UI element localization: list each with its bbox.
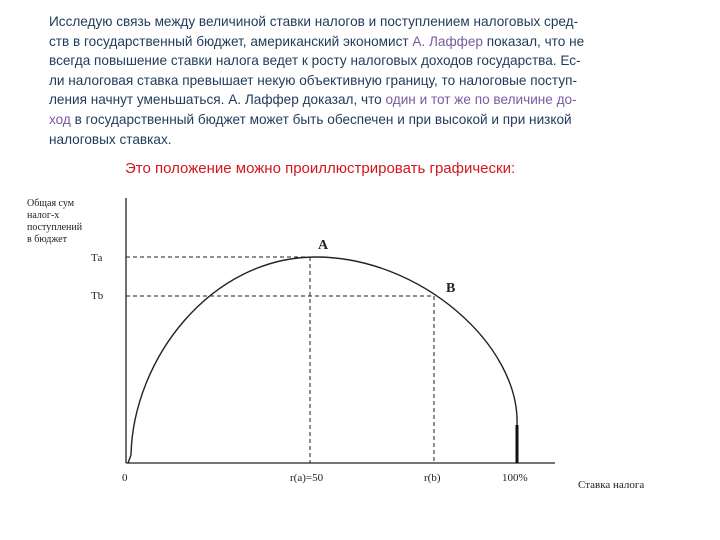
paragraph-line: ли налоговая ставка превышает некую объективную границу, то налоговые поступ- [49,72,577,88]
paragraph-line: налоговых ставках. [49,131,172,147]
laffer-name-highlight: А. Лаффер [412,33,483,49]
tick-ta: Та [91,252,103,264]
x-label-ta: r(a)=50 [290,472,324,484]
point-a-label: A [318,238,329,253]
laffer-curve [128,257,517,463]
paragraph-line: всегда повышение ставки налога ведет к росту налоговых доходов государства. Ес- [49,53,581,69]
paragraph-line: ход в государственный бюджет может быть обеспечен и при высокой и при низкой [49,111,572,127]
intro-caption: Это положение можно проиллюстрировать графически: [125,160,516,177]
same-income-highlight-cont: ход [49,111,71,127]
y-axis-label-line: в бюджет [27,234,67,245]
point-b-label: B [446,281,456,296]
same-income-highlight: один и тот же по величине до- [385,92,577,108]
x-label-origin: 0 [122,472,128,484]
paragraph-line: ления начнут уменьшаться. А. Лаффер доказал, что один и тот же по величине до- [49,92,577,108]
y-axis-label-line: поступлений [27,222,83,233]
x-label-tb: r(b) [424,472,441,484]
paragraph-line: Исследую связь между величиной ставки налогов и поступлением налоговых сред- [49,14,579,29]
y-axis-label-line: налог-х [27,210,60,221]
x-axis-label: Ставка налога [578,479,645,491]
tick-tb: Тb [91,290,104,302]
x-label-100: 100% [502,472,528,484]
y-axis-label-line: Общая сум [27,198,75,209]
paragraph-line: ств в государственный бюджет, американский экономист А. Лаффер показал, что не [49,33,585,49]
